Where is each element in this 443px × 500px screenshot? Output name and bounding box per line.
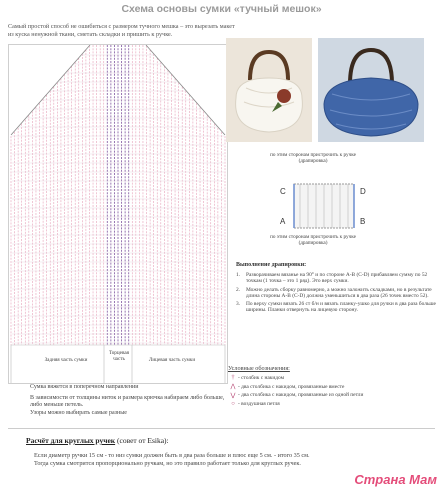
step-number: 2.: [236, 286, 241, 293]
step-item: [236, 301, 436, 314]
divider: [8, 428, 435, 429]
legend: [228, 374, 438, 408]
legend-text: - воздушная петля: [238, 400, 280, 407]
step-item: [236, 287, 436, 300]
diagram-top-note: по этим сторонам пристрочить к ручке (драпировка): [270, 152, 356, 164]
legend-row: [228, 374, 438, 383]
legend-row: [228, 400, 438, 409]
crochet-chart: [8, 44, 228, 384]
legend-text: - столбик с накидом: [238, 375, 284, 382]
handles-text: [34, 452, 414, 467]
step-number: 3.: [236, 301, 241, 308]
double-crochet-symbol: †: [231, 375, 235, 382]
step-text: По верху сумки вязать 26 ст б/н и вязать планку-ушко для ручки в два раза больше ширины. Планки отвернуть на лицевую сторону.: [246, 301, 436, 314]
note-direction: Сумка вяжется в поперечном направлении: [30, 384, 139, 390]
label-back: Задняя часть сумки: [44, 357, 88, 363]
step-text: Разворачиваем вязанье на 90° и по стороне A-B (C-D) прибавляем сумму по 52 точкам (1 точка – это 1 ряд). Это верх сумки.: [246, 272, 428, 285]
assembly-diagram: [276, 180, 372, 232]
note-patterns: Узоры можно выбирать самые разные: [30, 410, 127, 416]
watermark-logo: Страна Мам: [354, 472, 437, 487]
legend-text: - два столбика с накидом, провязанные вместе: [238, 383, 345, 390]
step-text: Можно делать сборку равномерно, а можно заложить складками, но в результате длина стороны A-B (C-D) должна уменьшиться в два раза (26 точек вместо 52).: [246, 286, 432, 299]
photo-blue-bag: [318, 38, 424, 142]
letter-c: C: [280, 187, 286, 196]
handles-line-2: Тогда сумка смотрится пропорционально ручкам, но это правило работает только для круглых ручек.: [34, 459, 301, 467]
photo-white-bag: [226, 38, 312, 142]
steps-title: Выполнение драпировки:: [236, 262, 307, 268]
legend-row: [228, 383, 438, 392]
letter-b: B: [360, 217, 366, 226]
label-front: Лицевая часть сумки: [148, 357, 196, 363]
dc2tog-symbol: ⋀: [230, 384, 236, 391]
legend-text: - два столбика с накидом, провязанные из одной петли: [238, 392, 364, 399]
handles-title-rest: (совет от Esika):: [117, 436, 169, 445]
step-item: [236, 272, 436, 285]
note-stitches: В зависимости от толщины ниток и размера крючка набираем либо больше, либо меньше петель.: [30, 395, 225, 409]
dc-increase-symbol: ⋁: [230, 392, 236, 399]
intro-text: Самый простой способ не ошибиться с размером тучного мешка – это вырезать макет из куска ненужной ткани, сметать складки и пришить к ручке.: [8, 23, 235, 38]
handles-line-1: Если диаметр ручки 15 см - то низ сумки должен быть в два раза больше и плюс еще 5 см. - итого 35 см.: [34, 452, 310, 459]
letter-a: A: [280, 217, 286, 226]
white-bag-image: [226, 38, 312, 142]
chart-svg: [9, 45, 227, 383]
letter-d: D: [360, 187, 366, 196]
legend-title: Условные обозначения:: [228, 365, 290, 372]
chain-symbol: ○: [231, 400, 235, 407]
handles-title: [26, 436, 169, 445]
legend-row: [228, 391, 438, 400]
steps-list: [236, 272, 436, 316]
label-side: Торцевая часть: [108, 350, 130, 362]
page-title: Схема основы сумки «тучный мешок»: [121, 3, 322, 15]
handles-title-bold: Расчёт для круглых ручек: [26, 436, 116, 445]
step-number: 1.: [236, 272, 241, 278]
blue-bag-image: [318, 38, 424, 142]
diagram-bottom-note: по этим сторонам пристрочить к ручке (драпировка): [270, 234, 356, 246]
